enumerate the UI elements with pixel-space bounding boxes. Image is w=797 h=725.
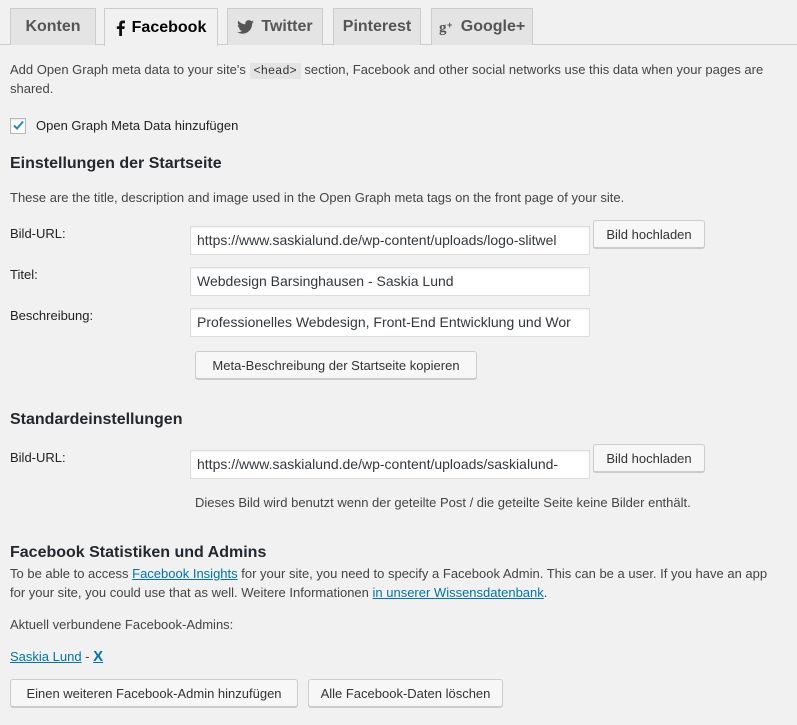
tab-twitter[interactable]: [227, 8, 323, 45]
tab-facebook[interactable]: [104, 8, 218, 46]
frontpage-description-input[interactable]: Professionelles Webdesign, Front-End Entwicklung und Wor: [190, 308, 590, 337]
svg-text:g: g: [438, 20, 447, 35]
intro-text-line2: shared.: [10, 81, 54, 96]
frontpage-heading: Einstellungen der Startseite: [10, 155, 222, 172]
frontpage-image-url-input[interactable]: https://www.saskialund.de/wp-content/uploads/logo-slitwel: [190, 226, 590, 255]
defaults-upload-image-button[interactable]: Bild hochladen: [593, 444, 705, 472]
svg-text:+: +: [446, 20, 453, 30]
frontpage-title-input[interactable]: Webdesign Barsinghausen - Saskia Lund: [190, 267, 590, 296]
frontpage-description: These are the title, description and image used in the Open Graph meta tags on the front page of your site.: [10, 190, 625, 205]
tab-label: Twitter: [261, 18, 313, 35]
tab-label: Google+: [460, 18, 526, 35]
tab-bar: [0, 0, 797, 45]
facebook-icon: [116, 20, 125, 36]
intro-text: Add Open Graph meta data to your site's <head> section, Facebook and other social networks use this data when your pages are: [10, 62, 764, 78]
defaults-image-url-input[interactable]: https://www.saskialund.de/wp-content/uploads/saskialund-: [190, 450, 590, 479]
admin-row: [10, 647, 103, 666]
remove-admin-link[interactable]: X: [93, 648, 104, 665]
defaults-heading: Standardeinstellungen: [10, 411, 183, 428]
tab-pinterest[interactable]: [333, 8, 421, 45]
tab-label: Facebook: [131, 18, 207, 36]
copy-meta-description-button[interactable]: Meta-Beschreibung der Startseite kopieren: [195, 351, 477, 379]
opengraph-checkbox-label[interactable]: Open Graph Meta Data hinzufügen: [36, 118, 239, 133]
tab-label: Konten: [25, 18, 81, 35]
defaults-image-note: Dieses Bild wird benutzt wenn der geteilte Post / die geteilte Seite keine Bilder enthält.: [195, 495, 691, 510]
tab-google-plus[interactable]: [431, 8, 533, 45]
admin-name-link[interactable]: Saskia Lund: [10, 649, 82, 664]
frontpage-upload-image-button[interactable]: Bild hochladen: [593, 220, 705, 248]
facebook-insights-link[interactable]: Facebook Insights: [132, 566, 238, 581]
delete-facebook-data-button[interactable]: Alle Facebook-Daten löschen: [308, 679, 503, 707]
stats-heading: Facebook Statistiken und Admins: [10, 544, 267, 561]
checkmark-icon: [12, 119, 25, 132]
admins-label: Aktuell verbundene Facebook-Admins:: [10, 617, 234, 632]
head-code: <head>: [250, 63, 301, 79]
tab-label: Pinterest: [342, 18, 412, 35]
stats-text-line2: for your site, you could use that as well. Weitere Informationen in unserer Wissensdatenbank.: [10, 585, 548, 600]
twitter-icon: [237, 20, 254, 34]
admin-separator: -: [81, 649, 94, 664]
add-facebook-admin-button[interactable]: Einen weiteren Facebook-Admin hinzufügen: [10, 679, 298, 707]
frontpage-description-label: Beschreibung:: [10, 308, 94, 323]
frontpage-title-label: Titel:: [10, 267, 38, 282]
opengraph-checkbox[interactable]: [10, 118, 26, 134]
tab-konten[interactable]: [10, 8, 96, 45]
knowledge-base-link[interactable]: in unserer Wissensdatenbank: [372, 585, 544, 600]
defaults-image-label: Bild-URL:: [10, 450, 66, 465]
google-plus-icon: [439, 19, 454, 35]
stats-text-line1: To be able to access Facebook Insights for your site, you need to specify a Facebook Admin. This can be a user. If you have an app: [10, 566, 768, 581]
frontpage-image-label: Bild-URL:: [10, 226, 66, 241]
